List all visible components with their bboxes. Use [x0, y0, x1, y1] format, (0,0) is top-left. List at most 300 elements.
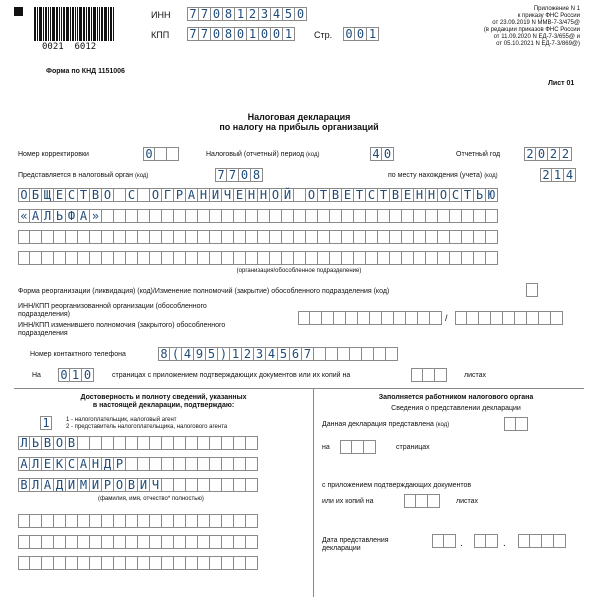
- char-cell[interactable]: [138, 230, 150, 244]
- char-cell[interactable]: В: [18, 478, 30, 492]
- char-cell[interactable]: [102, 514, 114, 528]
- char-cell[interactable]: [314, 347, 326, 361]
- char-cell[interactable]: [78, 514, 90, 528]
- char-cell[interactable]: [18, 556, 30, 570]
- char-cell[interactable]: [114, 209, 126, 223]
- char-cell[interactable]: Т: [318, 188, 330, 202]
- char-cell[interactable]: 0: [295, 7, 307, 21]
- char-cell[interactable]: 8: [158, 347, 170, 361]
- char-cell[interactable]: [294, 251, 306, 265]
- char-cell[interactable]: [198, 251, 210, 265]
- char-cell[interactable]: А: [42, 478, 54, 492]
- char-cell[interactable]: [198, 556, 210, 570]
- char-cell[interactable]: 2: [560, 147, 572, 161]
- char-cell[interactable]: [126, 457, 138, 471]
- char-cell[interactable]: [210, 230, 222, 244]
- char-cell[interactable]: 1: [70, 368, 82, 382]
- char-cell[interactable]: [162, 478, 174, 492]
- date-year-cells[interactable]: [518, 534, 566, 548]
- char-cell[interactable]: [138, 251, 150, 265]
- char-cell[interactable]: [386, 347, 398, 361]
- char-cell[interactable]: [258, 251, 270, 265]
- char-cell[interactable]: [298, 311, 310, 325]
- char-cell[interactable]: Т: [462, 188, 474, 202]
- char-cell[interactable]: [234, 251, 246, 265]
- char-cell[interactable]: [150, 230, 162, 244]
- char-cell[interactable]: [102, 436, 114, 450]
- char-cell[interactable]: [318, 209, 330, 223]
- char-cell[interactable]: [234, 556, 246, 570]
- char-cell[interactable]: 4: [266, 347, 278, 361]
- char-cell[interactable]: [66, 556, 78, 570]
- char-cell[interactable]: [126, 251, 138, 265]
- char-cell[interactable]: [554, 534, 566, 548]
- char-cell[interactable]: 0: [343, 27, 355, 41]
- char-cell[interactable]: [435, 368, 447, 382]
- char-cell[interactable]: [42, 556, 54, 570]
- signer-surname-cells[interactable]: [18, 436, 258, 450]
- char-cell[interactable]: [474, 230, 486, 244]
- char-cell[interactable]: [318, 251, 330, 265]
- char-cell[interactable]: 3: [254, 347, 266, 361]
- char-cell[interactable]: О: [150, 188, 162, 202]
- char-cell[interactable]: [486, 534, 498, 548]
- char-cell[interactable]: С: [66, 188, 78, 202]
- char-cell[interactable]: [198, 478, 210, 492]
- char-cell[interactable]: [474, 209, 486, 223]
- char-cell[interactable]: [186, 251, 198, 265]
- char-cell[interactable]: [414, 251, 426, 265]
- char-cell[interactable]: [126, 535, 138, 549]
- char-cell[interactable]: [138, 436, 150, 450]
- char-cell[interactable]: [246, 436, 258, 450]
- char-cell[interactable]: 4: [271, 7, 283, 21]
- char-cell[interactable]: [126, 230, 138, 244]
- char-cell[interactable]: [126, 514, 138, 528]
- char-cell[interactable]: [414, 230, 426, 244]
- char-cell[interactable]: 8: [223, 27, 235, 41]
- char-cell[interactable]: 1: [552, 168, 564, 182]
- char-cell[interactable]: [198, 436, 210, 450]
- reorg-inn-cells[interactable]: [298, 311, 442, 325]
- char-cell[interactable]: [358, 311, 370, 325]
- char-cell[interactable]: [210, 514, 222, 528]
- char-cell[interactable]: [162, 251, 174, 265]
- char-cell[interactable]: »: [90, 209, 102, 223]
- phone-cells[interactable]: [158, 347, 398, 361]
- char-cell[interactable]: 9: [194, 347, 206, 361]
- char-cell[interactable]: [234, 535, 246, 549]
- char-cell[interactable]: [432, 534, 444, 548]
- char-cell[interactable]: [330, 251, 342, 265]
- char-cell[interactable]: [246, 478, 258, 492]
- char-cell[interactable]: [306, 251, 318, 265]
- char-cell[interactable]: Е: [342, 188, 354, 202]
- char-cell[interactable]: Ч: [222, 188, 234, 202]
- char-cell[interactable]: [539, 311, 551, 325]
- char-cell[interactable]: [150, 535, 162, 549]
- char-cell[interactable]: Д: [54, 478, 66, 492]
- char-cell[interactable]: [78, 535, 90, 549]
- char-cell[interactable]: 6: [290, 347, 302, 361]
- char-cell[interactable]: [162, 230, 174, 244]
- signer-firstname-cells[interactable]: [18, 457, 258, 471]
- char-cell[interactable]: С: [66, 457, 78, 471]
- char-cell[interactable]: [354, 251, 366, 265]
- char-cell[interactable]: [210, 251, 222, 265]
- char-cell[interactable]: [126, 436, 138, 450]
- char-cell[interactable]: [54, 556, 66, 570]
- char-cell[interactable]: [362, 347, 374, 361]
- char-cell[interactable]: Й: [282, 188, 294, 202]
- char-cell[interactable]: [390, 230, 402, 244]
- char-cell[interactable]: [90, 436, 102, 450]
- char-cell[interactable]: 0: [271, 27, 283, 41]
- char-cell[interactable]: [198, 535, 210, 549]
- char-cell[interactable]: [450, 230, 462, 244]
- authority-cells[interactable]: [215, 168, 263, 182]
- submission-method-cells[interactable]: [504, 417, 528, 431]
- char-cell[interactable]: [162, 436, 174, 450]
- char-cell[interactable]: [438, 251, 450, 265]
- char-cell[interactable]: Н: [258, 188, 270, 202]
- char-cell[interactable]: [210, 556, 222, 570]
- char-cell[interactable]: [222, 478, 234, 492]
- char-cell[interactable]: [246, 556, 258, 570]
- char-cell[interactable]: [150, 457, 162, 471]
- char-cell[interactable]: [222, 436, 234, 450]
- office-sheets-cells[interactable]: [404, 494, 440, 508]
- char-cell[interactable]: [234, 230, 246, 244]
- char-cell[interactable]: [246, 514, 258, 528]
- char-cell[interactable]: [486, 251, 498, 265]
- char-cell[interactable]: О: [18, 188, 30, 202]
- char-cell[interactable]: [390, 209, 402, 223]
- char-cell[interactable]: О: [270, 188, 282, 202]
- char-cell[interactable]: [186, 436, 198, 450]
- char-cell[interactable]: Ю: [486, 188, 498, 202]
- char-cell[interactable]: [66, 251, 78, 265]
- char-cell[interactable]: [162, 514, 174, 528]
- char-cell[interactable]: [294, 209, 306, 223]
- char-cell[interactable]: [474, 251, 486, 265]
- char-cell[interactable]: [102, 251, 114, 265]
- char-cell[interactable]: С: [450, 188, 462, 202]
- char-cell[interactable]: [366, 230, 378, 244]
- char-cell[interactable]: [126, 556, 138, 570]
- char-cell[interactable]: [551, 311, 563, 325]
- char-cell[interactable]: [402, 230, 414, 244]
- char-cell[interactable]: [210, 436, 222, 450]
- char-cell[interactable]: [340, 440, 352, 454]
- char-cell[interactable]: [486, 209, 498, 223]
- char-cell[interactable]: О: [114, 478, 126, 492]
- char-cell[interactable]: [114, 230, 126, 244]
- char-cell[interactable]: [222, 514, 234, 528]
- char-cell[interactable]: [354, 230, 366, 244]
- date-day-cells[interactable]: [432, 534, 456, 548]
- char-cell[interactable]: Д: [102, 457, 114, 471]
- char-cell[interactable]: О: [306, 188, 318, 202]
- char-cell[interactable]: 1: [283, 27, 295, 41]
- char-cell[interactable]: [198, 230, 210, 244]
- correction-cells[interactable]: [143, 147, 179, 161]
- char-cell[interactable]: [270, 230, 282, 244]
- char-cell[interactable]: [330, 209, 342, 223]
- char-cell[interactable]: С: [366, 188, 378, 202]
- char-cell[interactable]: [198, 209, 210, 223]
- char-cell[interactable]: 0: [536, 147, 548, 161]
- char-cell[interactable]: Р: [102, 478, 114, 492]
- char-cell[interactable]: [486, 230, 498, 244]
- char-cell[interactable]: [114, 535, 126, 549]
- char-cell[interactable]: 2: [548, 147, 560, 161]
- char-cell[interactable]: 2: [247, 7, 259, 21]
- char-cell[interactable]: [186, 556, 198, 570]
- char-cell[interactable]: [126, 209, 138, 223]
- char-cell[interactable]: Н: [90, 457, 102, 471]
- char-cell[interactable]: [418, 311, 430, 325]
- char-cell[interactable]: Т: [78, 188, 90, 202]
- char-cell[interactable]: [426, 209, 438, 223]
- char-cell[interactable]: [378, 251, 390, 265]
- location-cells[interactable]: [540, 168, 576, 182]
- char-cell[interactable]: [150, 209, 162, 223]
- char-cell[interactable]: (: [170, 347, 182, 361]
- char-cell[interactable]: А: [18, 457, 30, 471]
- char-cell[interactable]: В: [66, 436, 78, 450]
- char-cell[interactable]: Е: [402, 188, 414, 202]
- char-cell[interactable]: [162, 556, 174, 570]
- char-cell[interactable]: [210, 457, 222, 471]
- char-cell[interactable]: [186, 457, 198, 471]
- org-name-line-3[interactable]: [18, 230, 498, 244]
- char-cell[interactable]: [310, 311, 322, 325]
- char-cell[interactable]: 2: [524, 147, 536, 161]
- char-cell[interactable]: [162, 535, 174, 549]
- char-cell[interactable]: [186, 478, 198, 492]
- char-cell[interactable]: [138, 556, 150, 570]
- char-cell[interactable]: [54, 230, 66, 244]
- char-cell[interactable]: [352, 440, 364, 454]
- char-cell[interactable]: [406, 311, 418, 325]
- char-cell[interactable]: 5: [283, 7, 295, 21]
- char-cell[interactable]: [102, 230, 114, 244]
- char-cell[interactable]: [294, 188, 306, 202]
- char-cell[interactable]: [342, 209, 354, 223]
- char-cell[interactable]: [282, 209, 294, 223]
- char-cell[interactable]: 7: [199, 7, 211, 21]
- char-cell[interactable]: В: [90, 188, 102, 202]
- char-cell[interactable]: 0: [355, 27, 367, 41]
- char-cell[interactable]: [366, 251, 378, 265]
- char-cell[interactable]: [270, 209, 282, 223]
- char-cell[interactable]: [416, 494, 428, 508]
- char-cell[interactable]: [210, 209, 222, 223]
- char-cell[interactable]: [54, 514, 66, 528]
- char-cell[interactable]: Ь: [30, 436, 42, 450]
- char-cell[interactable]: [342, 230, 354, 244]
- char-cell[interactable]: [155, 147, 167, 161]
- char-cell[interactable]: ): [218, 347, 230, 361]
- char-cell[interactable]: [210, 535, 222, 549]
- char-cell[interactable]: [186, 230, 198, 244]
- extra-name-cells-2[interactable]: [18, 535, 258, 549]
- char-cell[interactable]: [246, 251, 258, 265]
- extra-name-cells-3[interactable]: [18, 556, 258, 570]
- char-cell[interactable]: [174, 556, 186, 570]
- char-cell[interactable]: [414, 209, 426, 223]
- char-cell[interactable]: Е: [234, 188, 246, 202]
- char-cell[interactable]: [234, 478, 246, 492]
- char-cell[interactable]: С: [126, 188, 138, 202]
- char-cell[interactable]: [346, 311, 358, 325]
- char-cell[interactable]: 0: [58, 368, 70, 382]
- char-cell[interactable]: 7: [199, 27, 211, 41]
- char-cell[interactable]: [174, 230, 186, 244]
- page-cells[interactable]: [343, 27, 379, 41]
- char-cell[interactable]: [530, 534, 542, 548]
- char-cell[interactable]: [174, 514, 186, 528]
- char-cell[interactable]: [167, 147, 179, 161]
- char-cell[interactable]: [114, 556, 126, 570]
- char-cell[interactable]: Г: [162, 188, 174, 202]
- char-cell[interactable]: [114, 188, 126, 202]
- char-cell[interactable]: Е: [54, 188, 66, 202]
- char-cell[interactable]: [342, 251, 354, 265]
- org-name-line-1[interactable]: [18, 188, 498, 202]
- char-cell[interactable]: 3: [259, 7, 271, 21]
- char-cell[interactable]: Ь: [474, 188, 486, 202]
- char-cell[interactable]: [370, 311, 382, 325]
- char-cell[interactable]: [222, 556, 234, 570]
- char-cell[interactable]: [78, 251, 90, 265]
- char-cell[interactable]: [258, 230, 270, 244]
- char-cell[interactable]: [455, 311, 467, 325]
- char-cell[interactable]: [542, 534, 554, 548]
- char-cell[interactable]: Ф: [66, 209, 78, 223]
- char-cell[interactable]: 7: [187, 27, 199, 41]
- char-cell[interactable]: 7: [215, 168, 227, 182]
- char-cell[interactable]: 0: [239, 168, 251, 182]
- char-cell[interactable]: Т: [378, 188, 390, 202]
- char-cell[interactable]: Ч: [150, 478, 162, 492]
- char-cell[interactable]: 0: [382, 147, 394, 161]
- char-cell[interactable]: [378, 209, 390, 223]
- char-cell[interactable]: 7: [187, 7, 199, 21]
- char-cell[interactable]: [294, 230, 306, 244]
- char-cell[interactable]: [90, 514, 102, 528]
- char-cell[interactable]: [138, 514, 150, 528]
- char-cell[interactable]: [526, 283, 538, 297]
- char-cell[interactable]: 2: [242, 347, 254, 361]
- char-cell[interactable]: 0: [82, 368, 94, 382]
- char-cell[interactable]: [222, 457, 234, 471]
- char-cell[interactable]: [423, 368, 435, 382]
- char-cell[interactable]: [66, 535, 78, 549]
- char-cell[interactable]: [174, 436, 186, 450]
- char-cell[interactable]: [42, 535, 54, 549]
- char-cell[interactable]: [186, 535, 198, 549]
- char-cell[interactable]: [430, 311, 442, 325]
- char-cell[interactable]: 7: [227, 168, 239, 182]
- char-cell[interactable]: 0: [143, 147, 155, 161]
- char-cell[interactable]: [30, 230, 42, 244]
- char-cell[interactable]: А: [78, 209, 90, 223]
- char-cell[interactable]: [426, 251, 438, 265]
- char-cell[interactable]: [30, 535, 42, 549]
- char-cell[interactable]: «: [18, 209, 30, 223]
- char-cell[interactable]: [198, 457, 210, 471]
- char-cell[interactable]: [411, 368, 423, 382]
- char-cell[interactable]: Н: [198, 188, 210, 202]
- char-cell[interactable]: 1: [230, 347, 242, 361]
- char-cell[interactable]: [42, 230, 54, 244]
- char-cell[interactable]: [54, 535, 66, 549]
- char-cell[interactable]: [402, 251, 414, 265]
- char-cell[interactable]: [210, 478, 222, 492]
- char-cell[interactable]: [42, 251, 54, 265]
- char-cell[interactable]: В: [42, 436, 54, 450]
- char-cell[interactable]: [462, 230, 474, 244]
- org-name-line-2[interactable]: [18, 209, 498, 223]
- char-cell[interactable]: [479, 311, 491, 325]
- char-cell[interactable]: В: [390, 188, 402, 202]
- char-cell[interactable]: 1: [367, 27, 379, 41]
- char-cell[interactable]: [306, 209, 318, 223]
- char-cell[interactable]: [138, 188, 150, 202]
- extra-name-cells-1[interactable]: [18, 514, 258, 528]
- char-cell[interactable]: [66, 514, 78, 528]
- char-cell[interactable]: [322, 311, 334, 325]
- char-cell[interactable]: Н: [426, 188, 438, 202]
- signer-patronymic-cells[interactable]: [18, 478, 258, 492]
- char-cell[interactable]: [222, 209, 234, 223]
- char-cell[interactable]: Л: [30, 478, 42, 492]
- inn-cells[interactable]: [187, 7, 307, 21]
- char-cell[interactable]: [222, 535, 234, 549]
- signer-code-cell[interactable]: [40, 416, 52, 430]
- char-cell[interactable]: [114, 436, 126, 450]
- char-cell[interactable]: В: [330, 188, 342, 202]
- char-cell[interactable]: Л: [18, 436, 30, 450]
- char-cell[interactable]: [350, 347, 362, 361]
- sheets-cells[interactable]: [411, 368, 447, 382]
- char-cell[interactable]: М: [78, 478, 90, 492]
- char-cell[interactable]: [150, 556, 162, 570]
- char-cell[interactable]: 1: [235, 7, 247, 21]
- char-cell[interactable]: [382, 311, 394, 325]
- char-cell[interactable]: Е: [42, 457, 54, 471]
- char-cell[interactable]: [138, 209, 150, 223]
- char-cell[interactable]: [394, 311, 406, 325]
- char-cell[interactable]: [450, 251, 462, 265]
- char-cell[interactable]: [246, 230, 258, 244]
- period-cells[interactable]: [370, 147, 394, 161]
- char-cell[interactable]: О: [102, 188, 114, 202]
- char-cell[interactable]: И: [138, 478, 150, 492]
- char-cell[interactable]: [114, 514, 126, 528]
- char-cell[interactable]: [78, 230, 90, 244]
- char-cell[interactable]: [174, 478, 186, 492]
- char-cell[interactable]: [54, 251, 66, 265]
- char-cell[interactable]: [503, 311, 515, 325]
- char-cell[interactable]: 0: [235, 27, 247, 41]
- char-cell[interactable]: [326, 347, 338, 361]
- char-cell[interactable]: [426, 230, 438, 244]
- char-cell[interactable]: [270, 251, 282, 265]
- char-cell[interactable]: Б: [30, 188, 42, 202]
